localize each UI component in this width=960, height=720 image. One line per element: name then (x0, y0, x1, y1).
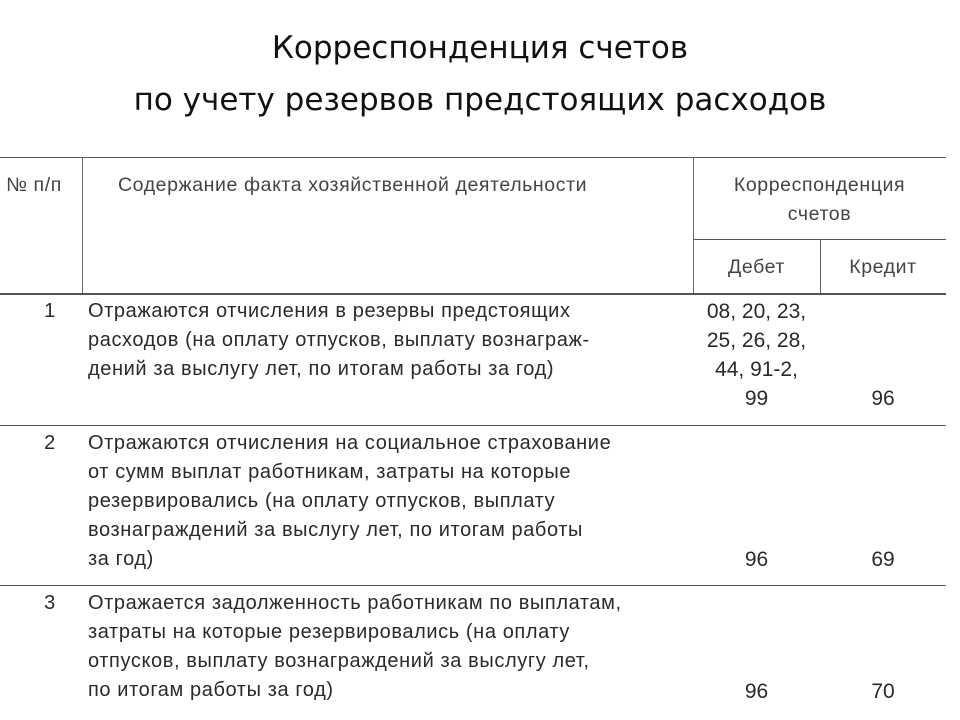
row-2-content-line: вознаграждений за выслугу лет, по итогам работы (88, 519, 583, 541)
row-1-number: 1 (44, 300, 56, 322)
page-title (0, 22, 960, 126)
row-3-content-line: Отражается задолженность работникам по выплатам, (88, 592, 622, 614)
header-correspondence-line-2: счетов (787, 203, 852, 225)
number-column-rule (82, 157, 83, 293)
row-2-content-line: резервировались (на оплату отпусков, выплату (88, 490, 556, 512)
header-correspondence (693, 171, 946, 229)
row-1-content (88, 297, 693, 384)
row-1-debit-line: 25, 26, 28, (706, 329, 807, 352)
row-1-debit (693, 297, 820, 413)
row-2-bottom-rule (0, 585, 946, 586)
row-3-debit: 96 (744, 680, 769, 703)
row-2-credit: 69 (871, 548, 895, 571)
row-2-debit: 96 (744, 548, 769, 571)
correspondence-table (0, 157, 946, 720)
header-bottom-rule (0, 293, 946, 295)
title-line-2: по учету резервов предстоящих расходов (133, 82, 827, 118)
header-correspondence-line-1: Корреспонденция (733, 174, 906, 196)
header-credit: Кредит (849, 256, 917, 278)
row-1-content-line: дений за выслугу лет, по итогам работы за год) (88, 358, 555, 380)
header-content: Содержание факта хозяйственной деятельности (118, 174, 588, 196)
row-2-number: 2 (44, 432, 56, 454)
title-line-1: Корреспонденция счетов (271, 30, 689, 66)
row-3-content-line: по итогам работы за год) (88, 679, 334, 701)
row-1-credit: 96 (871, 387, 895, 410)
row-1-debit-line: 99 (744, 387, 769, 410)
row-1-bottom-rule (0, 425, 946, 426)
row-3-credit: 70 (871, 680, 895, 703)
row-1-content-line: расходов (на оплату отпусков, выплату вознаграж- (88, 329, 590, 351)
row-1-debit-line: 08, 20, 23, (706, 300, 807, 323)
row-3-number: 3 (44, 592, 56, 614)
row-3-content-line: отпусков, выплату вознаграждений за выслугу лет, (88, 650, 590, 672)
row-2-content-line: Отражаются отчисления на социальное страхование (88, 432, 612, 454)
row-2-content-line: за год) (88, 548, 154, 570)
table-top-rule (0, 157, 946, 158)
row-3-content (88, 589, 693, 705)
row-1-debit-line: 44, 91-2, (715, 358, 798, 381)
header-debit: Дебет (728, 256, 785, 278)
row-2-content-line: от сумм выплат работникам, затраты на которые (88, 461, 572, 483)
header-number: № п/п (6, 174, 62, 196)
row-1-content-line: Отражаются отчисления в резервы предстоящих (88, 300, 571, 322)
row-3-content-line: затраты на которые резервировались (на оплату (88, 621, 570, 643)
row-2-content (88, 429, 693, 574)
